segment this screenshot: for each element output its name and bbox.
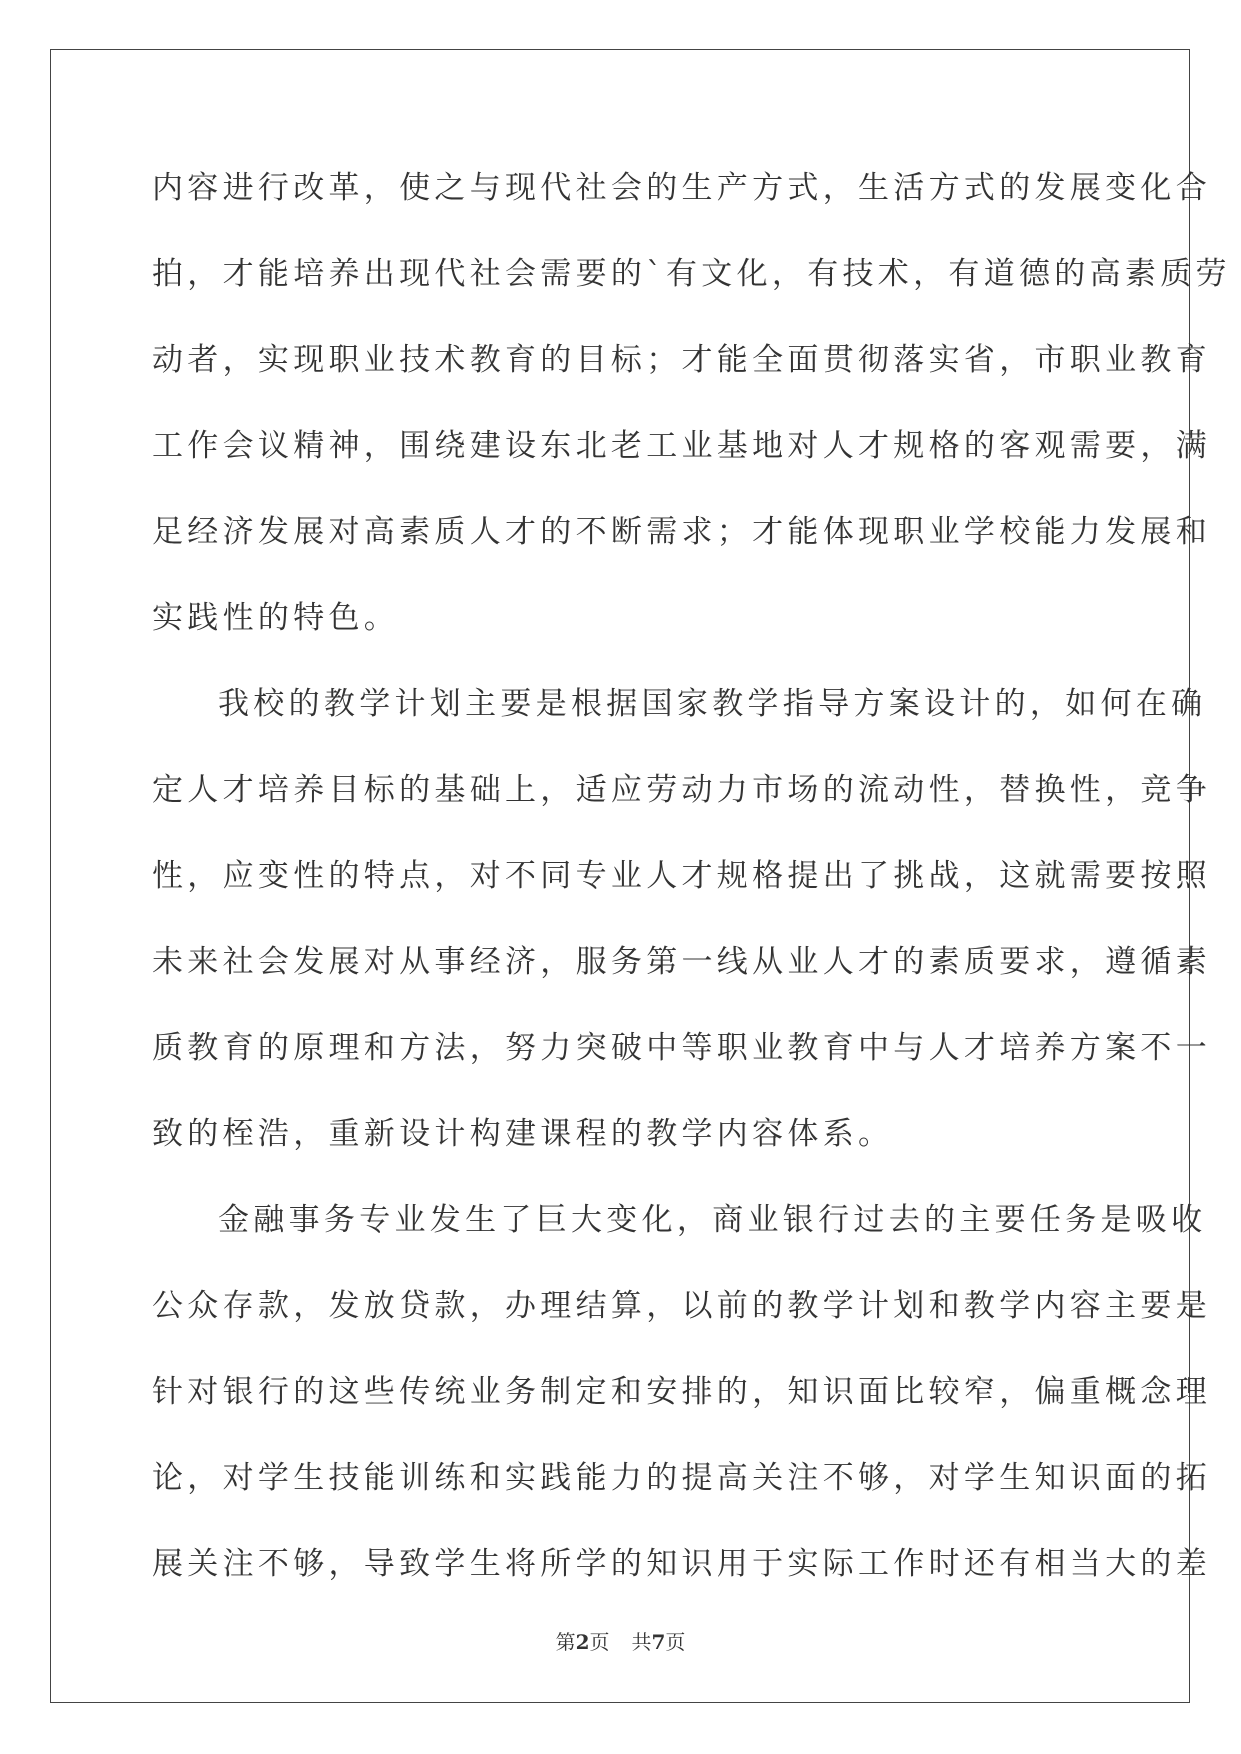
paragraph-2-line-5: 质教育的原理和方法，努力突破中等职业教育中与人才培养方案不一 [152,1030,1211,1066]
paragraph-2-line-2: 定人才培养目标的基础上，适应劳动力市场的流动性，替换性，竞争 [152,772,1211,808]
paragraph-3-line-3: 针对银行的这些传统业务制定和安排的，知识面比较窄，偏重概念理 [152,1374,1211,1410]
paragraph-1-line-4: 工作会议精神，围绕建设东北老工业基地对人才规格的客观需要，满 [152,428,1211,464]
paragraph-2-line-1: 我校的教学计划主要是根据国家教学指导方案设计的，如何在确 [218,686,1207,722]
page-prefix: 第 [555,1630,576,1654]
page-total-number: 7 [651,1630,666,1654]
paragraph-1-line-6: 实践性的特色。 [152,600,400,636]
page-footer [0,1626,1241,1655]
paragraph-1-line-5: 足经济发展对高素质人才的不断需求；才能体现职业学校能力发展和 [152,514,1211,550]
page-current-number: 2 [575,1630,590,1654]
paragraph-1-line-1: 内容进行改革，使之与现代社会的生产方式，生活方式的发展变化合 [152,170,1211,206]
paragraph-2-line-3: 性，应变性的特点，对不同专业人才规格提出了挑战，这就需要按照 [152,858,1211,894]
paragraph-1-line-2: 拍，才能培养出现代社会需要的`有文化，有技术，有道德的高素质劳 [152,256,1231,292]
total-prefix: 共 [631,1630,652,1654]
document-body [152,158,1231,1620]
paragraph-3-line-4: 论，对学生技能训练和实践能力的提高关注不够，对学生知识面的拓 [152,1460,1211,1496]
total-suffix: 页 [665,1630,686,1654]
paragraph-3-line-5: 展关注不够，导致学生将所学的知识用于实际工作时还有相当大的差 [152,1546,1211,1582]
paragraph-2-line-4: 未来社会发展对从事经济，服务第一线从业人才的素质要求，遵循素 [152,944,1211,980]
paragraph-3-line-1: 金融事务专业发生了巨大变化，商业银行过去的主要任务是吸收 [218,1202,1207,1238]
page-suffix: 页 [589,1630,610,1654]
paragraph-2-line-6: 致的桎浩，重新设计构建课程的教学内容体系。 [152,1116,894,1152]
paragraph-1-line-3: 动者，实现职业技术教育的目标；才能全面贯彻落实省，市职业教育 [152,342,1211,378]
paragraph-3-line-2: 公众存款，发放贷款，办理结算，以前的教学计划和教学内容主要是 [152,1288,1211,1324]
